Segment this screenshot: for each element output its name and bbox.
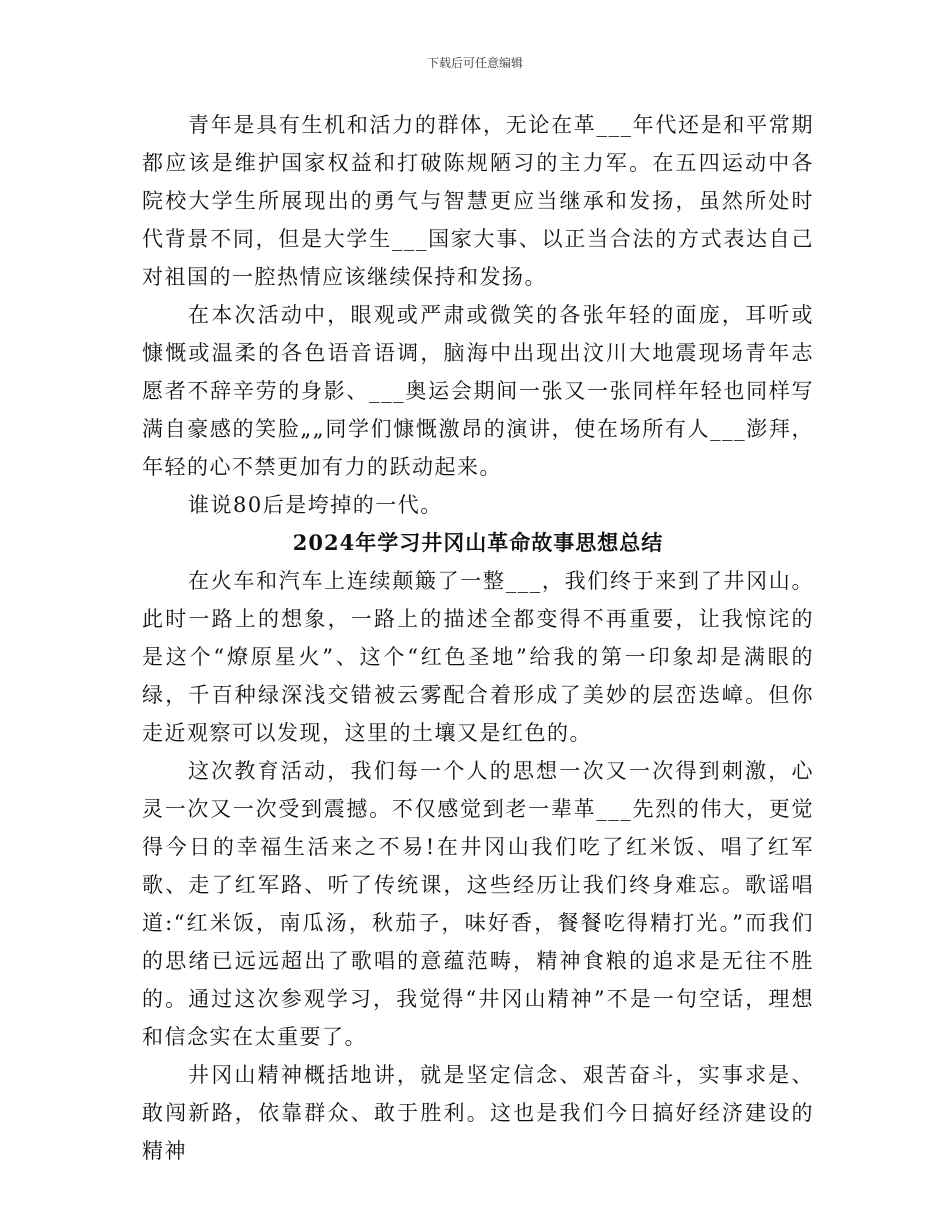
paragraph: 青年是具有生机和活力的群体，无论在革___年代还是和平常期都应该是维护国家权益和打破陈规陋习的主力军。在五四运动中各院校大学生所展现出的勇气与智慧更应当继承和发扬，虽然所处时代背景不同，但是大学生___国家大事、以正当合法的方式表达自己对祖国的一腔热情应该继续保持和发扬。 xyxy=(142,113,814,289)
paragraph: 井冈山精神概括地讲，就是坚定信念、艰苦奋斗，实事求是、敢闯新路，依靠群众、敢于胜利。这也是我们今日搞好经济建设的精神 xyxy=(142,1063,814,1163)
paragraph: 在火车和汽车上连续颠簸了一整___，我们终于来到了井冈山。此时一路上的想象，一路上的描述全都变得不再重要，让我惊诧的是这个“燎原星火”、这个“红色圣地”给我的第一印象却是满眼的绿，千百种绿深浅交错被云雾配合着形成了美妙的层峦迭嶂。但你走近观察可以发现，这里的土壤又是红色的。 xyxy=(142,569,814,745)
paragraph: 在本次活动中，眼观或严肃或微笑的各张年轻的面庞，耳听或慷慨或温柔的各色语音语调，脑海中出现出汶川大地震现场青年志愿者不辞辛劳的身影、___奥运会期间一张又一张同样年轻也同样写满自豪感的笑脸„„同学们慷慨激昂的演讲，使在场所有人___澎拜，年轻的心不禁更加有力的跃动起来。 xyxy=(142,303,814,479)
page-header: 下载后可任意编辑 xyxy=(426,56,523,70)
section-title: 2024年学习井冈山革命故事思想总结 xyxy=(292,530,664,555)
paragraph: 这次教育活动，我们每一个人的思想一次又一次得到刺激，心灵一次又一次受到震撼。不仅感觉到老一辈革___先烈的伟大，更觉得今日的幸福生活来之不易!在井冈山我们吃了红米饭、唱了红军歌、走了红军路、听了传统课，这些经历让我们终身难忘。歌谣唱道:“红米饭，南瓜汤，秋茄子，味好香，餐餐吃得精打光。”而我们的思绪已远远超出了歌唱的意蕴范畴，精神食粮的追求是无往不胜的。通过这次参观学习，我觉得“井冈山精神”不是一句空话，理想和信念实在太重要了。 xyxy=(142,759,814,1049)
paragraph: 谁说80后是垮掉的一代。 xyxy=(188,493,443,517)
document-body xyxy=(142,106,814,1170)
